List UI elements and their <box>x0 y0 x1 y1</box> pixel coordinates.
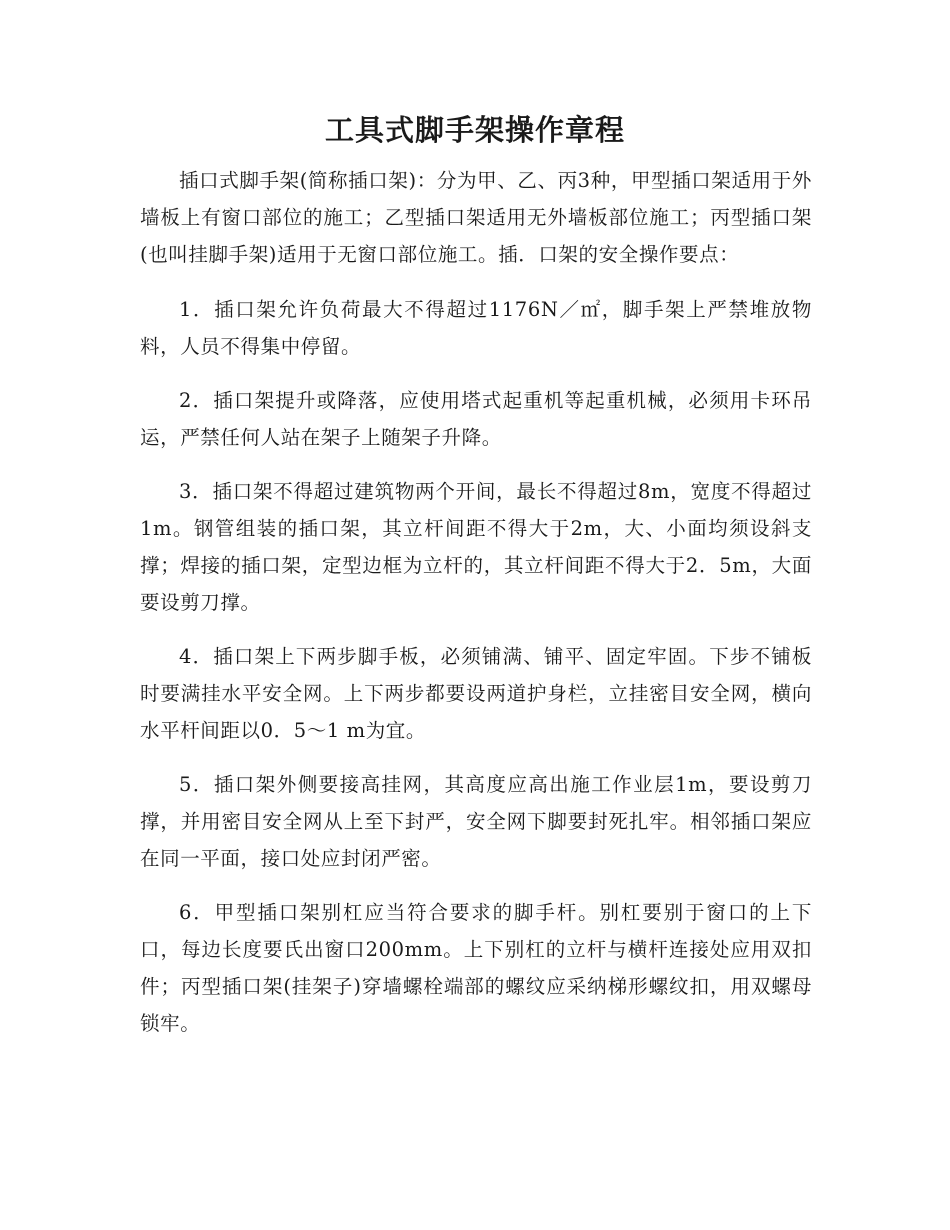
rule-paragraph-3: 3．插口架不得超过建筑物两个开间，最长不得超过8m，宽度不得超过1m。钢管组装的插口架，其立杆间距不得大于2m，大、小面均须设斜支撑；焊接的插口架，定型边框为立杆的，其立杆间距不得大于2．5m，大面要设剪刀撑。 <box>140 480 812 614</box>
rule-paragraph-1: 1．插口架允许负荷最大不得超过1176N／㎡，脚手架上严禁堆放物料，人员不得集中停留。 <box>140 298 812 358</box>
intro-paragraph: 插口式脚手架(简称插口架)：分为甲、乙、丙3种，甲型插口架适用于外墙板上有窗口部位的施工；乙型插口架适用无外墙板部位施工；丙型插口架(也叫挂脚手架)适用于无窗口部位施工。插．口架的安全操作要点： <box>140 169 812 266</box>
document-body <box>140 162 812 1059</box>
document-title: 工具式脚手架操作章程 <box>324 113 625 147</box>
rule-paragraph-2: 2．插口架提升或降落，应使用塔式起重机等起重机械，必须用卡环吊运，严禁任何人站在架子上随架子升降。 <box>140 389 812 449</box>
rule-paragraph-4: 4．插口架上下两步脚手板，必须铺满、铺平、固定牢固。下步不铺板时要满挂水平安全网。上下两步都要设两道护身栏，立挂密目安全网，横向水平杆间距以0．5～1 m为宜。 <box>140 645 812 742</box>
rule-paragraph-6: 6．甲型插口架别杠应当符合要求的脚手杆。别杠要别于窗口的上下口，每边长度要氏出窗口200mm。上下别杠的立杆与横杆连接处应用双扣件；丙型插口架(挂架子)穿墙螺栓端部的螺纹应采纳梯形螺纹扣，用双螺母锁牢。 <box>140 901 812 1035</box>
rule-paragraph-5: 5．插口架外侧要接高挂网，其高度应高出施工作业层1m，要设剪刀撑，并用密目安全网从上至下封严，安全网下脚要封死扎牢。相邻插口架应在同一平面，接口处应封闭严密。 <box>140 773 812 870</box>
